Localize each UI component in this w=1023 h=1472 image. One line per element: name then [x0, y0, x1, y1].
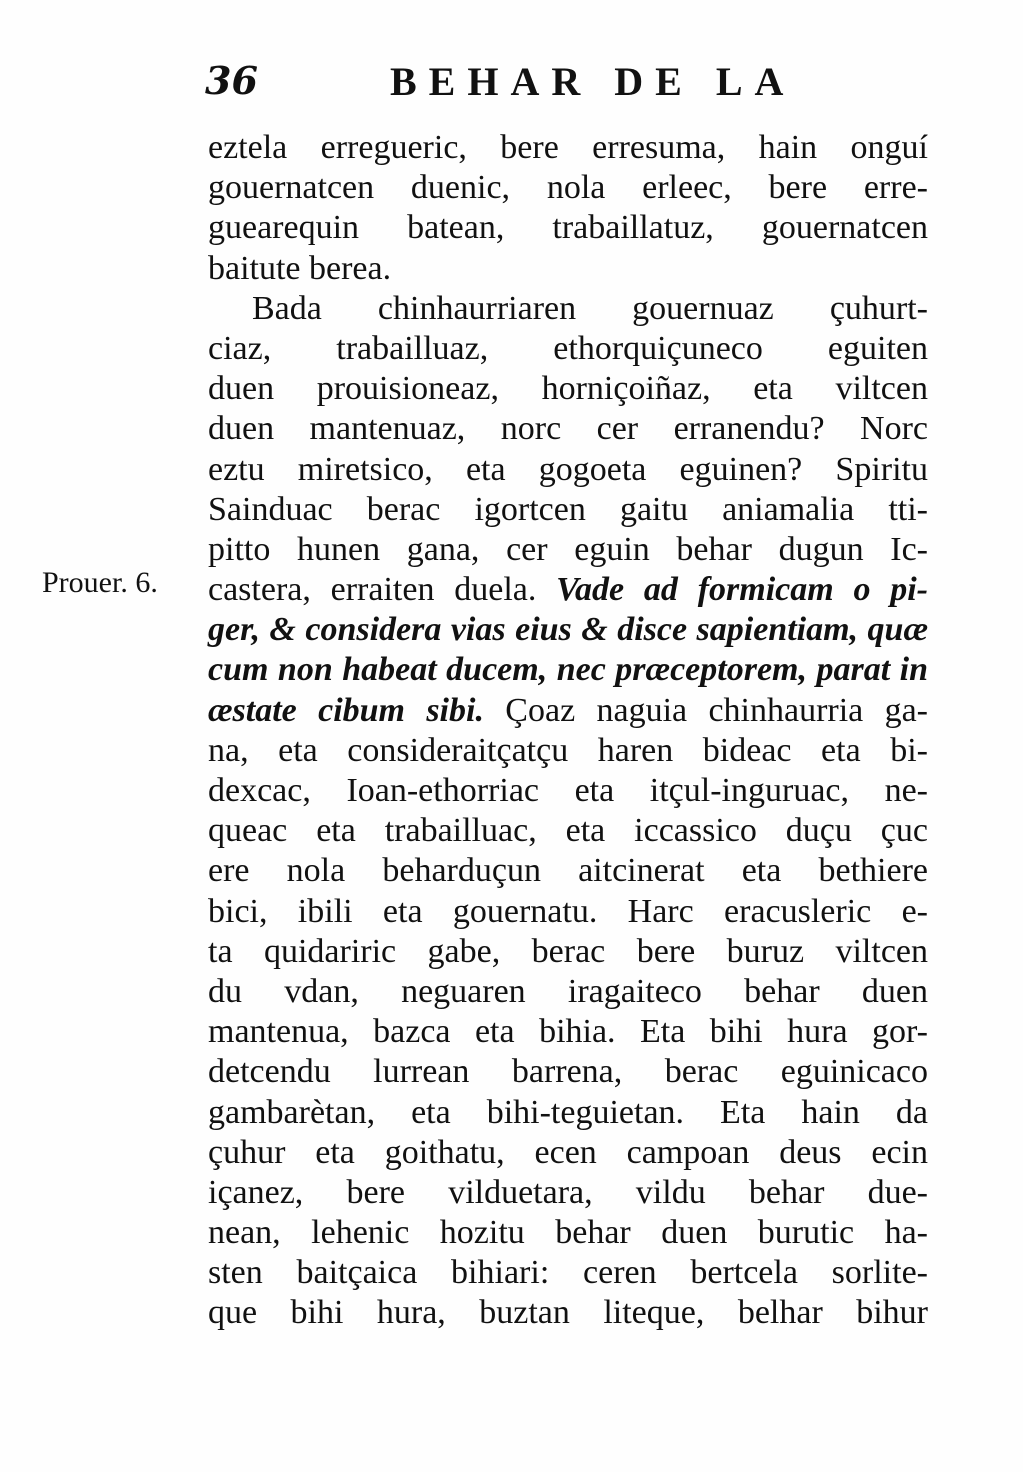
- body-text: [208, 128, 928, 1334]
- text-line: [208, 570, 928, 610]
- text-line: gambarètan, eta bihi-teguietan. Eta hain da: [208, 1093, 928, 1131]
- text-line: [208, 691, 928, 731]
- text-line: queac eta trabailluac, eta iccassico duçu çuc: [208, 812, 928, 850]
- latin-quote-line: cum non habeat ducem, nec præceptorem, parat in: [208, 651, 928, 689]
- text-line: Bada chinhaurriaren gouernuaz çuhurt-: [252, 289, 928, 327]
- text-line: na, eta consideraitçatçu haren bideac eta bi-: [208, 731, 928, 769]
- text-line: que bihi hura, buztan liteque, belhar bihur: [208, 1294, 928, 1332]
- text-line: dexcac, Ioan-ethorriac eta itçul-inguruac, ne-: [208, 772, 928, 809]
- text-line: ere nola beharduçun aitcinerat eta bethiere: [208, 852, 928, 890]
- margin-citation: Prouer. 6.: [42, 566, 158, 599]
- text-line: duen prouisioneaz, horniçoiñaz, eta viltcen: [208, 370, 928, 408]
- text-line: duen mantenuaz, norc cer erranendu? Norc: [208, 410, 928, 448]
- text-line: eztela erregueric, bere erresuma, hain onguí: [208, 129, 928, 166]
- text-line: bici, ibili eta gouernatu. Harc eracusleric e-: [208, 892, 928, 930]
- text-line: nean, lehenic hozitu behar duen burutic ha-: [208, 1214, 928, 1252]
- text-line: guearequin batean, trabaillatuz, gouernatcen: [208, 209, 928, 247]
- text-line: gouernatcen duenic, nola erleec, bere erre-: [208, 169, 928, 207]
- page-number: 36: [205, 58, 258, 103]
- text-line: pitto hunen gana, cer eguin behar dugun Ic-: [208, 530, 928, 568]
- text-segment: castera, erraiten duela.: [208, 571, 537, 609]
- text-line: mantenua, bazca eta bihia. Eta bihi hura gor-: [208, 1013, 928, 1051]
- text-line: ta quidariric gabe, berac bere buruz viltcen: [208, 932, 928, 970]
- text-line: eztu miretsico, eta gogoeta eguinen? Spiritu: [208, 450, 928, 488]
- text-segment: Çoaz naguia chinhaurria ga-: [505, 691, 928, 729]
- text-line: sten baitçaica bihiari: ceren bertcela sorlite-: [208, 1254, 928, 1292]
- text-line: ciaz, trabailluaz, ethorquiçuneco eguiten: [208, 329, 928, 367]
- text-line: baitute berea.: [208, 249, 392, 287]
- text-line: du vdan, neguaren iragaiteco behar duen: [208, 972, 928, 1010]
- text-line: çuhur eta goithatu, ecen campoan deus ecin: [208, 1133, 928, 1171]
- text-line: Sainduac berac igortcen gaitu aniamalia tti-: [208, 490, 928, 528]
- text-line: içanez, bere vilduetara, vildu behar due-: [208, 1173, 928, 1211]
- latin-quote: Vade ad formicam o pi-: [556, 571, 928, 609]
- page-header: [205, 58, 925, 110]
- latin-quote-line: ger, & considera vias eius & disce sapientiam, quæ: [208, 611, 928, 649]
- running-title: BEHAR DE LA: [390, 59, 796, 104]
- latin-quote: æstate cibum sibi.: [208, 691, 484, 729]
- text-line: detcendu lurrean barrena, berac eguinicaco: [208, 1053, 928, 1091]
